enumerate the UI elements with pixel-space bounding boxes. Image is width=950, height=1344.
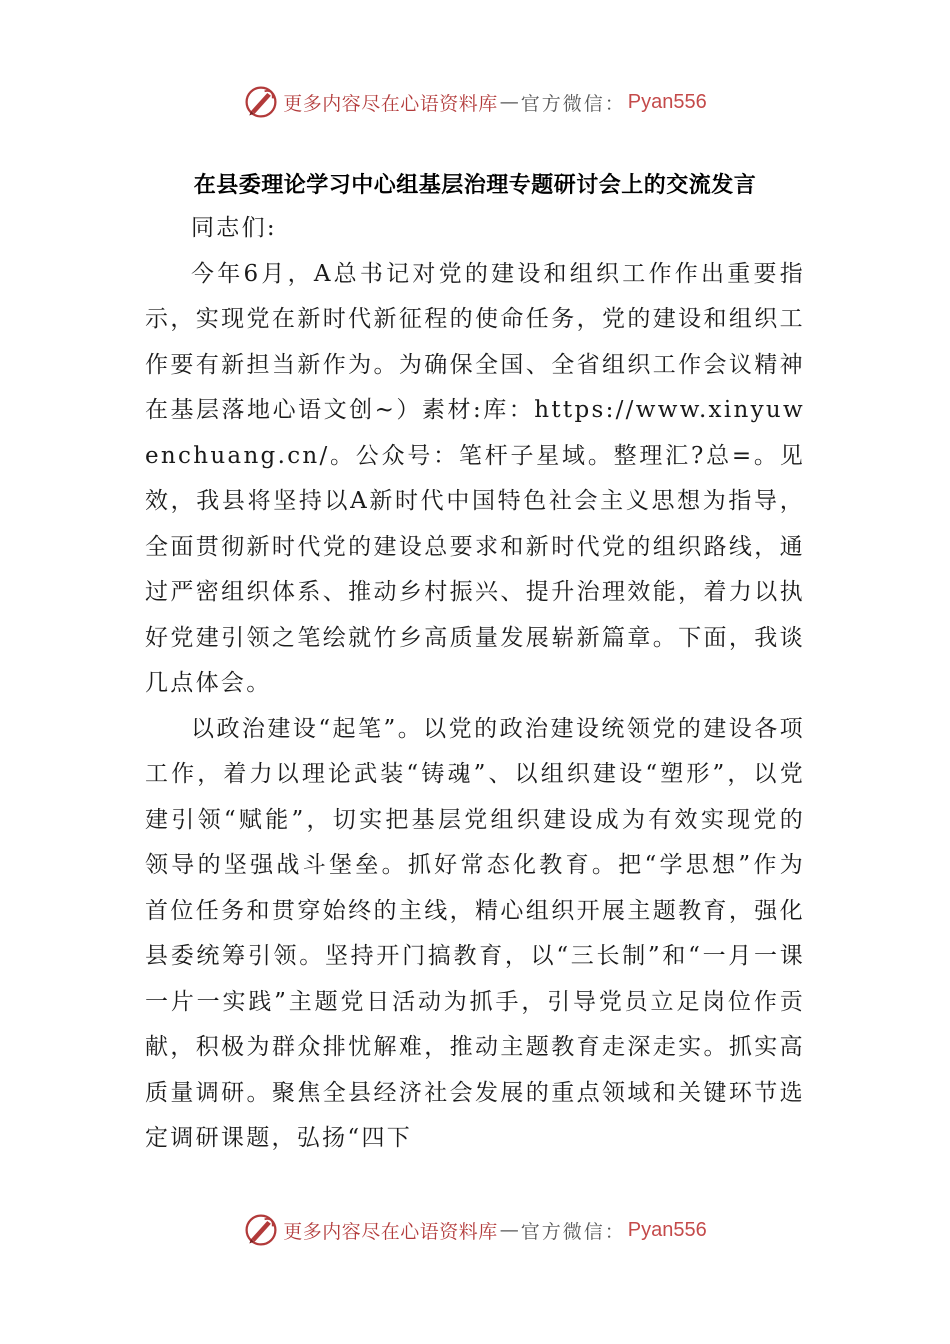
banner-official-label: 官方微信： xyxy=(520,92,626,115)
paragraph: 以政治建设“起笔”。以党的政治建设统领党的建设各项工作，着力以理论武装“铸魂”、以组织建设“塑形”，以党建引领“赋能”，切实把基层党组织建设成为有效实现党的领导的坚强战斗堡垒。抓好常态化教育。把“学思想”作为首位任务和贯穿始终的主线，精心组织开展主题教育，强化县委统筹引领。坚持开门搞教育，以“三长制”和“一月一课一片一实践”主题党日活动为抓手，引导党员立足岗位作贡献，积极为群众排忧解难，推动主题教育走深走实。抓实高质量调研。聚焦全县经济社会发展的重点领域和关键环节选定调研课题，弘扬“四下 xyxy=(145,715,805,1151)
banner-wechat-id: Pyan556 xyxy=(627,90,707,113)
salutation: 同志们: xyxy=(191,215,277,241)
pen-logo-icon xyxy=(243,1212,279,1248)
banner-promo-text: 更多内容尽在心语资料库 xyxy=(283,1220,498,1243)
banner-dash: — xyxy=(499,1219,519,1241)
paragraph: 今年6月，A总书记对党的建设和组织工作作出重要指示，实现党在新时代新征程的使命任务，党的建设和组织工作要有新担当新作为。为确保全国、全省组织工作会议精神在基层落地心语文创~）素材:库：https://www.xinyuwenchuang.cn/。公众号：笔杆子星域。整理汇?总=。见效，我县将坚持以A新时代中国特色社会主义思想为指导，全面贯彻新时代党的建设总要求和新时代党的组织路线，通过严密组织体系、推动乡村振兴、提升治理效能，着力以执好党建引领之笔绘就竹乡高质量发展崭新篇章。下面，我谈几点体会。 xyxy=(145,260,805,696)
document-title: 在县委理论学习中心组基层治理专题研讨会上的交流发言 xyxy=(193,173,757,198)
banner-official-label: 官方微信： xyxy=(520,1220,626,1243)
footer-banner xyxy=(0,1208,950,1252)
pen-logo-icon xyxy=(243,84,279,120)
banner-wechat-id: Pyan556 xyxy=(627,1218,707,1241)
document-body xyxy=(145,206,805,1162)
header-banner xyxy=(0,80,950,124)
banner-promo-text: 更多内容尽在心语资料库 xyxy=(283,92,498,115)
banner-dash: — xyxy=(499,91,519,113)
